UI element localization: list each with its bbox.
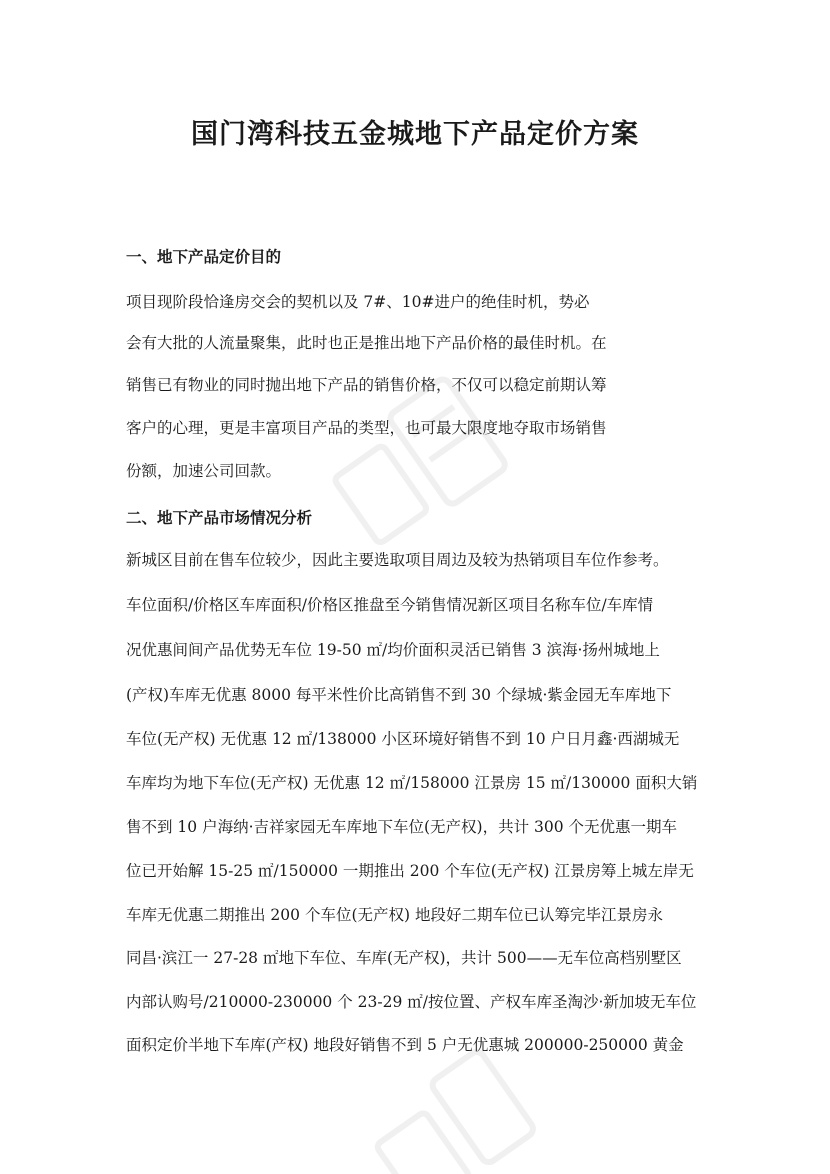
- section-2-line: 况优惠间间产品优势无车位 19-50 ㎡/均价面积灵活已销售 3 滨海·扬州城地上: [126, 641, 660, 659]
- section-2-line: 内部认购号/210000-230000 个 23-29 ㎡/按位置、产权车库圣淘沙·新加坡无车位: [126, 993, 697, 1011]
- document-title: 国门湾科技五金城地下产品定价方案: [191, 119, 639, 150]
- section-2-line: 面积定价半地下车库(产权) 地段好销售不到 5 户无优惠城 200000-250000 黄金: [126, 1036, 684, 1054]
- section-1-line: 销售已有物业的同时抛出地下产品的销售价格，不仅可以稳定前期认筹: [126, 376, 607, 394]
- section-2-line: 位已开始解 15-25 ㎡/150000 一期推出 200 个车位(无产权) 江景房筹上城左岸无: [126, 862, 694, 880]
- section-1-line: 会有大批的人流量聚集，此时也正是推出地下产品价格的最佳时机。在: [126, 334, 607, 352]
- section-2-line: 车位面积/价格区车库面积/价格区推盘至今销售情况新区项目名称车位/车库情: [126, 596, 654, 614]
- section-1-line: 项目现阶段恰逢房交会的契机以及 7#、10#进户的绝佳时机，势必: [126, 293, 590, 311]
- section-2-heading: 二、地下产品市场情况分析: [126, 508, 313, 527]
- section-2-line: 车库无优惠二期推出 200 个车位(无产权) 地段好二期车位已认筹完毕江景房永: [126, 906, 663, 924]
- section-2-line: 同昌·滨江一 27-28 ㎡地下车位、车库(无产权)，共计 500——无车位高档别墅区: [126, 949, 682, 967]
- section-2-line: 新城区目前在售车位较少，因此主要选取项目周边及较为热销项目车位作参考。: [126, 551, 669, 569]
- section-2-line: 车位(无产权) 无优惠 12 ㎡/138000 小区环境好销售不到 10 户日月鑫·西湖城无: [126, 730, 680, 748]
- section-1-line: 份额，加速公司回款。: [126, 462, 282, 480]
- section-2-line: (产权)车库无优惠 8000 每平米性价比高销售不到 30 个绿城·紫金园无车库地下: [126, 686, 672, 704]
- section-2-line: 售不到 10 户海纳·吉祥家园无车库地下车位(无产权)，共计 300 个无优惠一期车: [126, 818, 678, 836]
- section-2-line: 车库均为地下车位(无产权) 无优惠 12 ㎡/158000 江景房 15 ㎡/130000 面积大销: [126, 774, 698, 792]
- section-1-heading: 一、地下产品定价目的: [126, 247, 282, 266]
- section-1-line: 客户的心理，更是丰富项目产品的类型，也可最大限度地夺取市场销售: [126, 419, 607, 437]
- watermark-icon: [340, 1040, 560, 1174]
